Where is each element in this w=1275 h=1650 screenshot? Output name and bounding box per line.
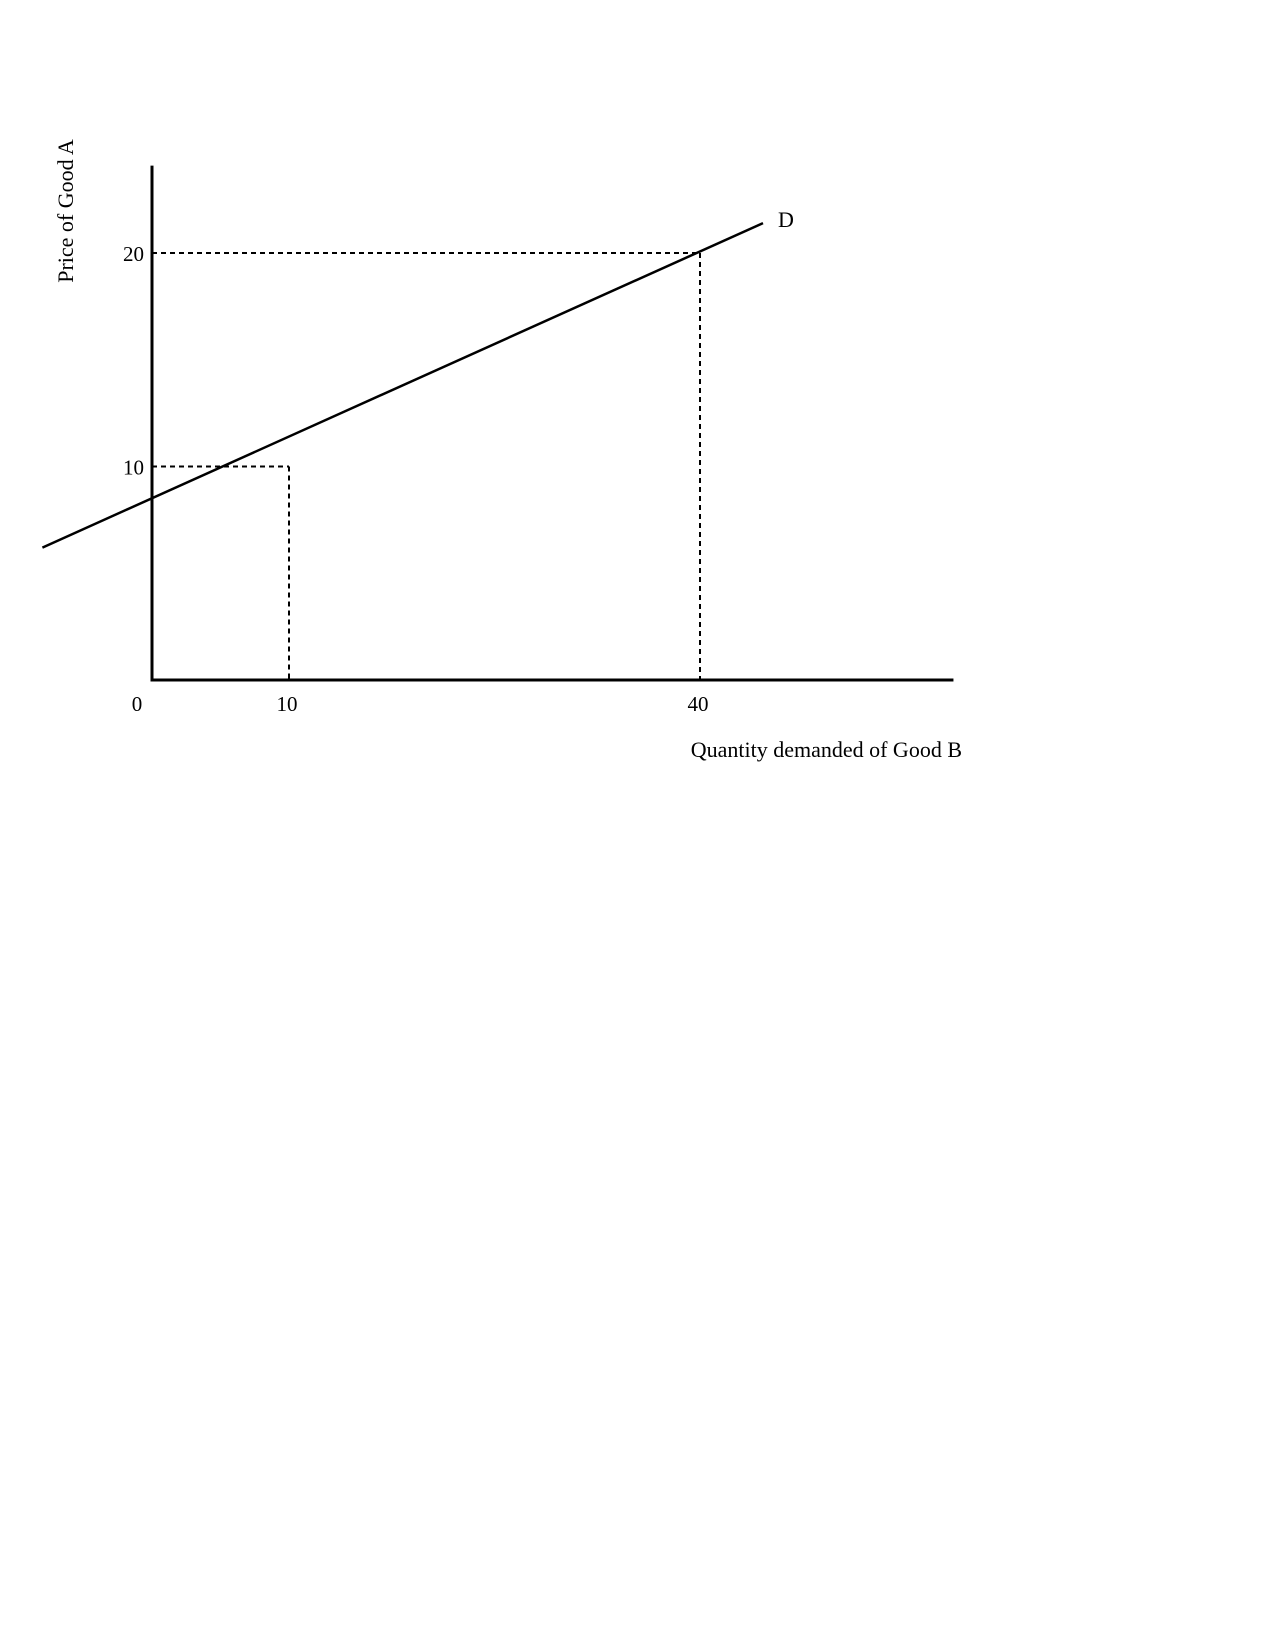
y-tick-label-0: 10 (123, 455, 144, 480)
y-tick-label-1: 20 (123, 242, 144, 266)
origin-label: 0 (131, 692, 143, 716)
series-layer (42, 207, 794, 547)
x-axis-label: Quantity demanded of Good B (690, 737, 962, 762)
y-axis-label: Price of Good A (53, 139, 78, 283)
guide-lines (152, 253, 700, 680)
x-tick-label-0: 10 (276, 692, 298, 716)
series-line-D (42, 223, 763, 547)
tick-labels (123, 242, 709, 716)
series-label-D: D (778, 207, 794, 233)
x-tick-label-1: 40 (687, 692, 709, 716)
